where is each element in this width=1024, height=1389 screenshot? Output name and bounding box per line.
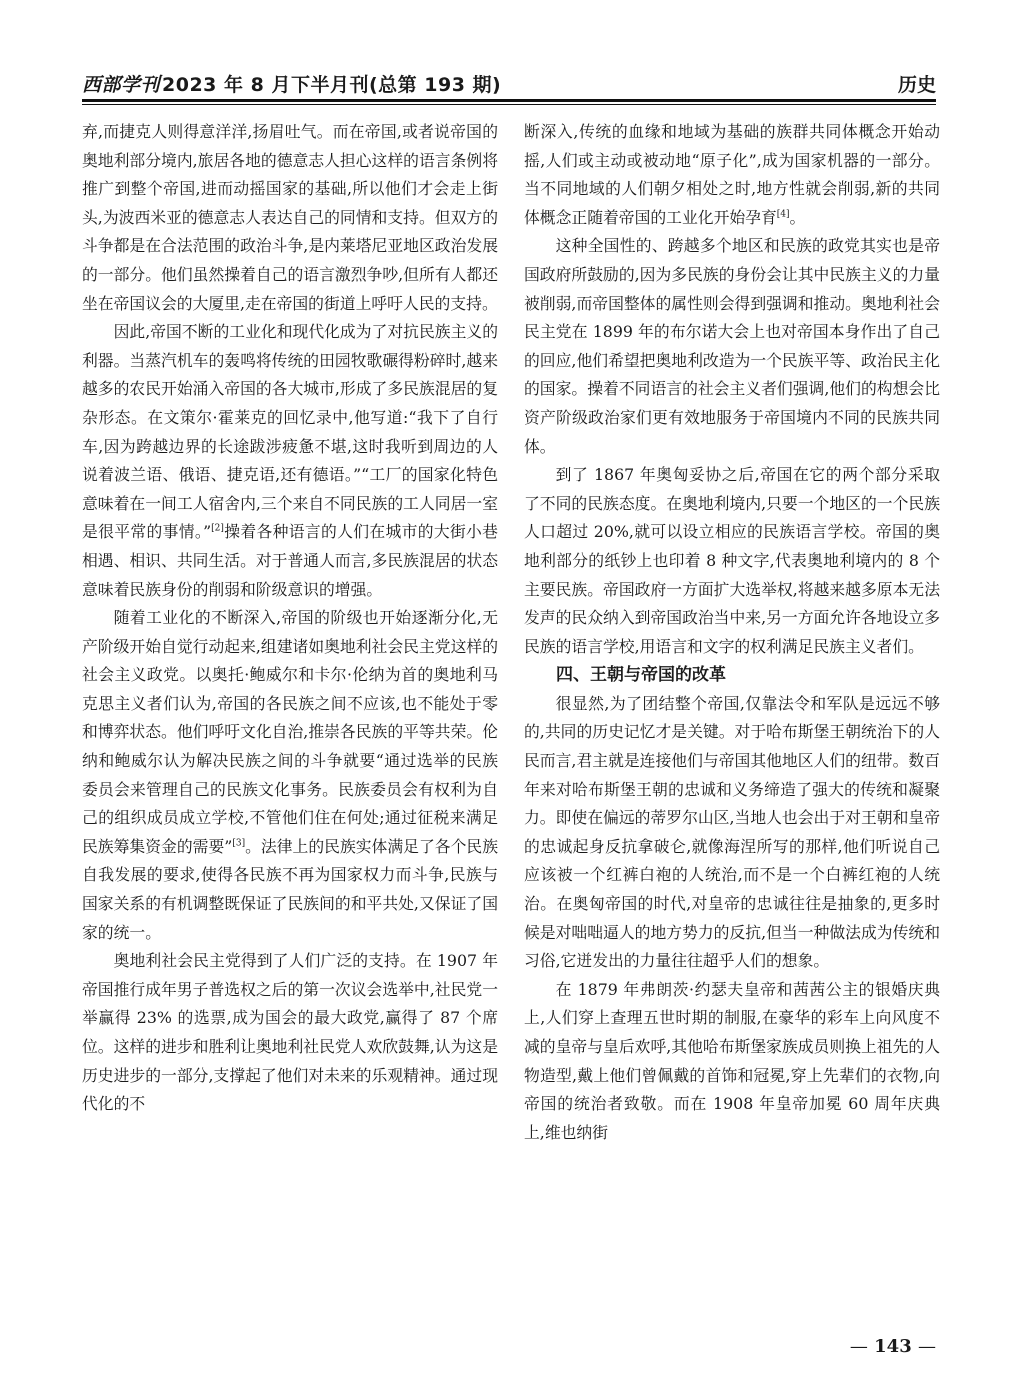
journal-logo: 西部学刊 [82, 74, 161, 96]
citation-ref: [3] [232, 838, 246, 849]
page-number: 143 [874, 1336, 912, 1357]
journal-masthead [82, 70, 501, 97]
issue-info: 2023 年 8 月下半月刊(总第 193 期) [162, 74, 502, 96]
citation-ref: [2] [211, 524, 224, 535]
paragraph: 因此,帝国不断的工业化和现代化成为了对抗民族主义的利器。当蒸汽机车的轰鸣将传统的田园牧歌碾得粉碎时,越来越多的农民开始涌入帝国的各大城市,形成了多民族混居的复杂形态。在文策尔·霍莱克的回忆录中,他写道:“我下了自行车,因为跨越边界的长途跋涉疲惫不堪,这时我听到周边的人说着波兰语、俄语、捷克语,还有德语。”“工厂的国家化特色意味着在一间工人宿舍内,三个来自不同民族的工人同居一室是很平常的事情。”[2]操着各种语言的人们在城市的大街小巷相遇、相识、共同生活。对于普通人而言,多民族混居的状态意味着民族身份的削弱和阶级意识的增强。 [82, 322, 498, 599]
page-footer [850, 1336, 936, 1357]
header-rule [82, 99, 936, 105]
paragraph: 弃,而捷克人则得意洋洋,扬眉吐气。而在帝国,或者说帝国的奥地利部分境内,旅居各地的德意志人担心这样的语言条例将推广到整个帝国,进而动摇国家的基础,所以他们才会走上街头,为波西米亚的德意志人表达自己的同情和支持。但双方的斗争都是在合法范围的政治斗争,是内莱塔尼亚地区政治发展的一部分。他们虽然操着自己的语言激烈争吵,但所有人都还坐在帝国议会的大厦里,走在帝国的街道上呼吁人民的支持。 [82, 122, 498, 313]
running-header [82, 66, 936, 96]
paragraph: 这种全国性的、跨越多个地区和民族的政党其实也是帝国政府所鼓励的,因为多民族的身份会让其中民族主义的力量被削弱,而帝国整体的属性则会得到强调和推动。奥地利社会民主党在 1899 年的布尔诺大会上也对帝国本身作出了自己的回应,他们希望把奥地利改造为一个民族平等、政治民主化的国家。操着不同语言的社会主义者们强调,他们的构想会比资产阶级政治家们更有效地服务于帝国境内不同的民族共同体。 [524, 236, 940, 456]
footer-dash-right: — [918, 1336, 936, 1357]
paragraph: 奥地利社会民主党得到了人们广泛的支持。在 1907 年帝国推行成年男子普选权之后的第一次议会选举中,社民党一举赢得 23% 的选票,成为国会的最大政党,赢得了 87 个席位。这样的进步和胜利让奥地利社民党人欢欣鼓舞,认为这是历史进步的一部分,支撑起了他们对未来的乐观精神。通过现代化的不 [82, 951, 498, 1114]
left-column [82, 118, 498, 1119]
paragraph: 很显然,为了团结整个帝国,仅靠法令和军队是远远不够的,共同的历史记忆才是关键。对于哈布斯堡王朝统治下的人民而言,君主就是连接他们与帝国其他地区人们的纽带。数百年来对哈布斯堡王朝的忠诚和义务缔造了强大的传统和凝聚力。即使在偏远的蒂罗尔山区,当地人也会出于对王朝和皇帝的忠诚起身反抗拿破仑,就像海涅所写的那样,他们听说自己应该被一个红裤白袍的人统治,而不是一个白裤红袍的人统治。在奥匈帝国的时代,对皇帝的忠诚往往是抽象的,更多时候是对咄咄逼人的地方势力的反抗,但当一种做法成为传统和习俗,它迸发出的力量往往超乎人们的想象。 [524, 693, 940, 971]
citation-ref: [4] [776, 209, 790, 220]
paragraph: 随着工业化的不断深入,帝国的阶级也开始逐渐分化,无产阶级开始自觉行动起来,组建诸如奥地利社会民主党这样的社会主义政党。以奥托·鲍威尔和卡尔·伦纳为首的奥地利马克思主义者们认为,帝国的各民族之间不应该,也不能处于零和博弈状态。他们呼吁文化自治,推崇各民族的平等共荣。伦纳和鲍威尔认为解决民族之间的斗争就要“通过选举的民族委员会来管理自己的民族文化事务。民族委员会有权利为自己的组织成员成立学校,不管他们住在何处;通过征税来满足民族筹集资金的需要”[3]。法律上的民族实体满足了各个民族自我发展的要求,使得各民族不再为国家权力而斗争,民族与国家关系的有机调整既保证了民族间的和平共处,又保证了国家的统一。 [82, 608, 498, 942]
paragraph: 断深入,传统的血缘和地域为基础的族群共同体概念开始动摇,人们或主动或被动地“原子化”,成为国家机器的一部分。当不同地域的人们朝夕相处之时,地方性就会削弱,新的共同体概念正随着帝国的工业化开始孕育[4]。 [524, 122, 940, 227]
paragraph: 在 1879 年弗朗茨·约瑟夫皇帝和茜茜公主的银婚庆典上,人们穿上查理五世时期的制服,在豪华的彩车上向风度不减的皇帝与皇后欢呼,其他哈布斯堡家族成员则换上祖先的人物造型,戴上他们曾佩戴的首饰和冠冕,穿上先辈们的衣物,向帝国的统治者致敬。而在 1908 年皇帝加冕 60 周年庆典上,维也纳街 [524, 979, 940, 1142]
footer-dash-left: — [849, 1336, 868, 1357]
paragraph: 到了 1867 年奥匈妥协之后,帝国在它的两个部分采取了不同的民族态度。在奥地利境内,只要一个地区的一个民族人口超过 20%,就可以设立相应的民族语言学校。帝国的奥地利部分的纸钞上也印着 8 种文字,代表奥地利境内的 8 个主要民族。帝国政府一方面扩大选举权,将越来越多原本无法发声的民众纳入到帝国政治当中来,另一方面允许各地设立多民族的语言学校,用语言和文字的权利满足民族主义者们。 [524, 465, 940, 656]
section-heading: 四、王朝与帝国的改革 [556, 665, 726, 686]
section-label: 历史 [897, 74, 936, 96]
right-column [524, 118, 940, 1147]
